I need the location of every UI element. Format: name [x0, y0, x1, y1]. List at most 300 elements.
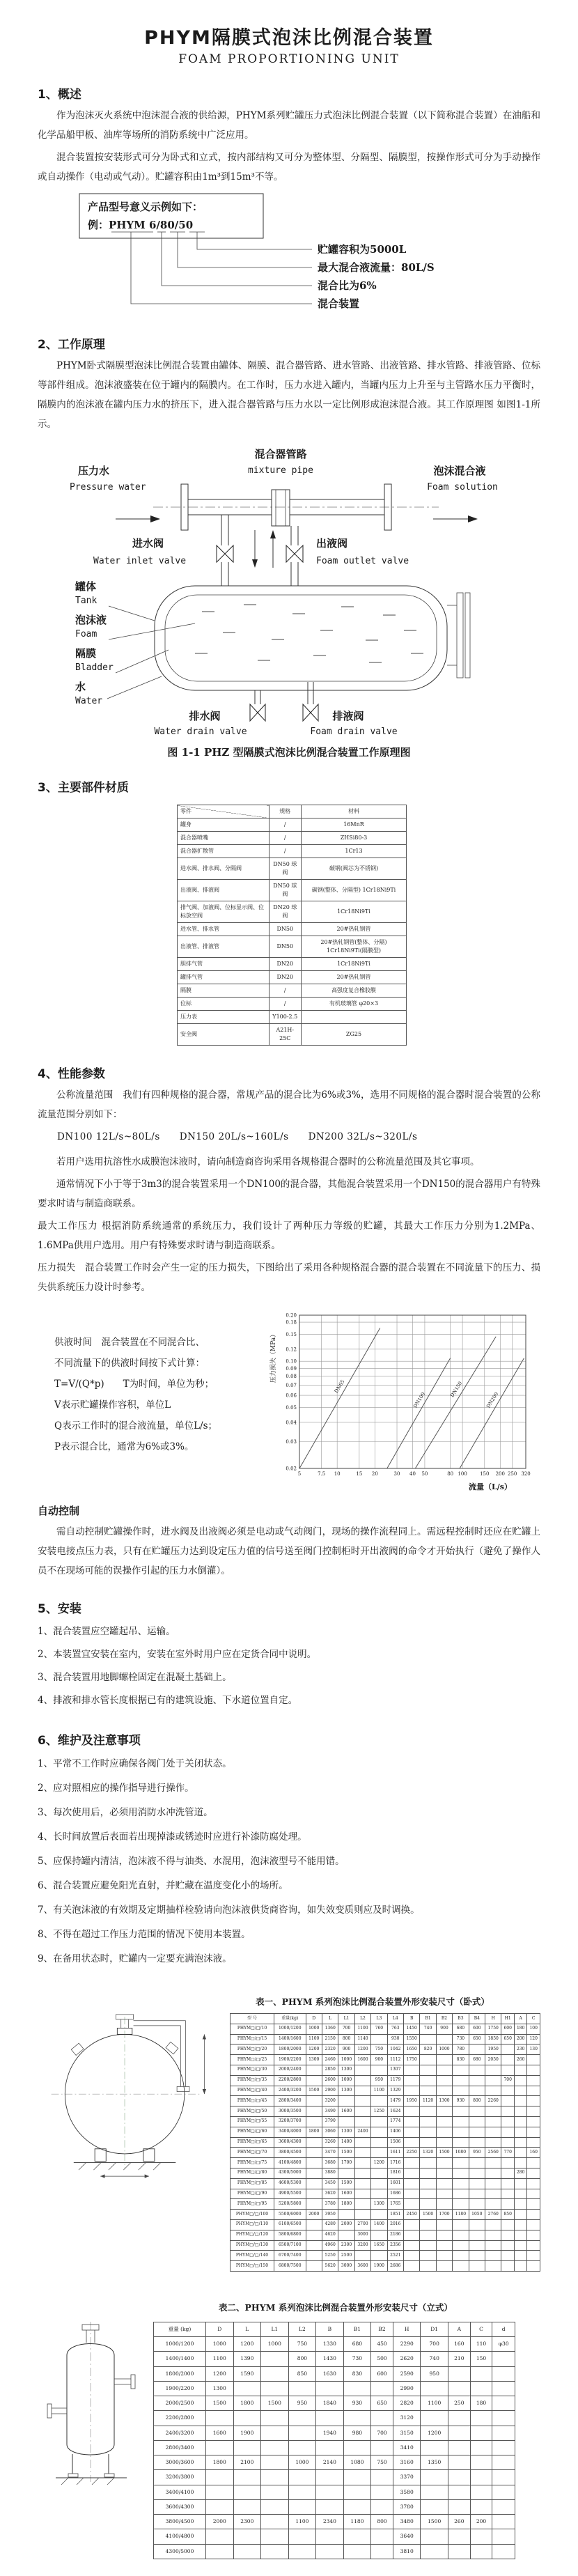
table-cell [485, 2127, 501, 2137]
table-cell [420, 2127, 436, 2137]
table-cell: 1100 [354, 2024, 370, 2034]
table-cell [403, 2065, 419, 2075]
table-cell: 1400 [338, 2137, 354, 2148]
table-cell: 1850 [485, 2034, 501, 2044]
table-row [231, 2230, 540, 2240]
table-cell [261, 2485, 289, 2499]
table-cell: 1600 [338, 2106, 354, 2117]
table-cell: 1430 [316, 2352, 344, 2366]
table-cell: 混合器喷嘴 [178, 832, 270, 845]
table-cell: 1500 [306, 2086, 322, 2096]
table-cell: 763 [387, 2024, 403, 2034]
table-header-row [178, 805, 407, 818]
table-cell [436, 2116, 452, 2127]
s4-flow-range-values: DN100 12L/s~80L/s DN150 20L/s~160L/s DN200 32L/s~320L/s [57, 1131, 418, 1142]
model-label-flow: 最大混合液流量：80L/S [318, 261, 435, 274]
table-cell [501, 2199, 515, 2210]
table-cell: 1100 [306, 2034, 322, 2044]
table-2-caption: 表二、PHYM 系列泡沫比例混合装置外形安装尺寸（立式） [219, 2302, 453, 2313]
table-cell [288, 2411, 316, 2426]
table-cell [233, 2485, 261, 2499]
table-cell: 3600/4300 [274, 2137, 306, 2148]
tank-label-cn: 罐体 [75, 580, 97, 593]
table-cell: / [269, 998, 301, 1011]
table-cell [421, 2499, 448, 2514]
table-cell: 1390 [233, 2352, 261, 2366]
water-inlet-valve-label-cn: 进水阀 [132, 537, 164, 550]
x-tick-label: 10 [334, 1471, 341, 1477]
table-cell [206, 2470, 234, 2485]
table-cell [371, 2230, 387, 2240]
table-cell: 5500/6000 [274, 2210, 306, 2220]
table-cell: 3150 [393, 2426, 421, 2440]
table-cell: 2016 [387, 2219, 403, 2230]
table-cell [527, 2127, 540, 2137]
table-cell: 930 [453, 2096, 469, 2106]
table-cell: 3780 [322, 2199, 338, 2210]
table-cell [403, 2251, 419, 2261]
foundation-hatching [61, 2478, 114, 2485]
x-tick-label: 100 [458, 1471, 467, 1477]
table-cell [527, 2075, 540, 2086]
table-cell: 1624 [387, 2106, 403, 2117]
table-cell: 180 [514, 2024, 527, 2034]
y-tick-label: 0.15 [286, 1331, 297, 1337]
foundation-hatching [79, 2162, 161, 2170]
model-label-unit: 混合装置 [318, 297, 360, 310]
table-cell [501, 2116, 515, 2127]
table-cell [514, 2230, 527, 2240]
table-cell [403, 2127, 419, 2137]
table-cell: 1200 [371, 2158, 387, 2168]
table-cell [354, 2210, 370, 2220]
list-item: 3、每次使用后，必须用消防水冲洗管道。 [38, 1807, 213, 1818]
list-item: P表示混合比，通常为6%或3%。 [54, 1441, 194, 1452]
table-cell: 1750 [485, 2024, 501, 2034]
table-header-row [154, 2322, 515, 2336]
table-row [231, 2178, 540, 2189]
table-cell [233, 2411, 261, 2426]
table-cell [436, 2127, 452, 2137]
table-row [154, 2440, 515, 2455]
table-cell [448, 2485, 470, 2499]
table-row [231, 2075, 540, 2086]
table-cell [469, 2116, 485, 2127]
table-cell [338, 2230, 354, 2240]
table-cell [470, 2529, 492, 2544]
foam-outlet-valve-symbol [286, 545, 295, 562]
mixture-pipe-label-cn: 混合器管路 [254, 448, 307, 460]
table-cell: 1500 [338, 2148, 354, 2158]
table-cell: 1080 [453, 2148, 469, 2158]
list-item: 不同流量下的供液时间按下式计算： [54, 1358, 205, 1369]
table-cell: 110 [470, 2337, 492, 2352]
section-3-heading: 3、主要部件材质 [38, 781, 129, 795]
column-header: A [448, 2322, 470, 2336]
table-cell: 5800/6800 [274, 2230, 306, 2240]
inflow-arrow [150, 515, 160, 522]
table-cell: 2140 [316, 2455, 344, 2470]
table-cell: 930 [387, 2034, 403, 2044]
table-cell [354, 2251, 370, 2261]
table-cell [453, 2137, 469, 2148]
table-row [231, 2034, 540, 2044]
table-cell [453, 2240, 469, 2251]
table-cell [288, 2470, 316, 2485]
table-cell [306, 2065, 322, 2075]
table-cell: 2400 [354, 2127, 370, 2137]
table-cell [485, 2137, 501, 2148]
table-cell: 罐排气管 [178, 971, 270, 984]
table-cell: / [269, 984, 301, 998]
table-cell: 2000 [306, 2210, 322, 2220]
table-cell: 1851 [387, 2210, 403, 2220]
x-tick-label: 5 [297, 1471, 302, 1477]
table-cell [306, 2116, 322, 2127]
series-line-DN200 [460, 1358, 524, 1468]
table-cell: 1774 [387, 2116, 403, 2127]
table-cell: 3200 [354, 2240, 370, 2251]
table-cell: 680 [469, 2055, 485, 2065]
page-subtitle: FOAM PROPORTIONING UNIT [178, 52, 400, 66]
column-header: B [403, 2014, 419, 2024]
table-cell: PHYM□/□/30 [231, 2065, 274, 2075]
column-header: 重量(kg) [274, 2014, 306, 2024]
water-label-cn: 水 [75, 681, 86, 693]
table-cell [492, 2396, 515, 2411]
table-cell: 1200 [206, 2366, 234, 2381]
table-cell: 3600/4300 [154, 2499, 206, 2514]
table-cell: 2000 [338, 2219, 354, 2230]
water-drain-valve-label-cn: 排水阀 [189, 710, 221, 722]
table-cell: 1200 [306, 2044, 322, 2055]
table-row [231, 2199, 540, 2210]
table-cell: 950 [288, 2396, 316, 2411]
table-cell [514, 2137, 527, 2148]
table-cell [354, 2106, 370, 2117]
table-cell: 碳钢(整体、分隔型) 1Cr18Ni9Ti [301, 880, 406, 901]
table-row [178, 845, 407, 858]
table-cell: DN50 [269, 923, 301, 936]
table-cell: 3790 [322, 2116, 338, 2127]
table-cell [436, 2240, 452, 2251]
table-cell [288, 2440, 316, 2455]
table-cell: 2800/3400 [154, 2440, 206, 2455]
table-cell [306, 2158, 322, 2168]
table-cell [288, 2529, 316, 2544]
table-cell: 1500 [261, 2396, 289, 2411]
table-cell: 1590 [233, 2366, 261, 2381]
table-cell: 3800/4500 [154, 2515, 206, 2529]
model-label-volume: 贮罐容积为5000L [318, 243, 407, 256]
table-cell: 1950 [403, 2096, 419, 2106]
model-example-line2: 例：PHYM 6/80/50 [88, 219, 194, 231]
table-cell: 1200 [233, 2337, 261, 2352]
foam-solution-label-cn: 泡沫混合液 [433, 465, 486, 477]
table-cell [371, 2485, 393, 2499]
model-code-diagram [78, 191, 496, 316]
table-row [178, 998, 407, 1011]
table-cell: 1120 [420, 2096, 436, 2106]
table-cell [469, 2261, 485, 2272]
foam-solution-label-en: Foam solution [427, 482, 498, 492]
table-cell [485, 2116, 501, 2127]
table-cell [492, 2352, 515, 2366]
table-cell [492, 2499, 515, 2514]
table-cell: 450 [371, 2337, 393, 2352]
table-cell: Y100-2.5 [269, 1011, 301, 1024]
table-cell: 2590 [393, 2366, 421, 2381]
section-5-heading: 5、安装 [38, 1602, 81, 1616]
table-cell: 600 [371, 2366, 393, 2381]
table-cell: 2521 [387, 2251, 403, 2261]
table-cell: 1000 [338, 2075, 354, 2086]
table-cell: 1330 [316, 2337, 344, 2352]
table-row [178, 858, 407, 880]
table-cell [436, 2178, 452, 2189]
table-row [154, 2529, 515, 2544]
table-cell: 1800 [233, 2396, 261, 2411]
table-cell [371, 2137, 387, 2148]
table-cell [306, 2219, 322, 2230]
figure-1-1-caption: 图 1-1 PHZ 型隔膜式泡沫比例混合装置工作原理图 [167, 746, 411, 759]
table-cell [492, 2426, 515, 2440]
table-row [154, 2366, 515, 2381]
table-cell [485, 2168, 501, 2178]
table-cell: 150 [470, 2352, 492, 2366]
table-cell: 1716 [387, 2158, 403, 2168]
table-cell [453, 2065, 469, 2075]
table-cell [501, 2219, 515, 2230]
table-cell [371, 2210, 387, 2220]
table-cell: 1800 [206, 2455, 234, 2470]
table-cell: 胆排气管 [178, 958, 270, 971]
section-1-heading: 1、概述 [38, 88, 81, 102]
y-axis-title: 压力损失（MPa） [270, 1330, 277, 1383]
table-cell [436, 2189, 452, 2199]
table-cell [436, 2034, 452, 2044]
table-row [178, 971, 407, 984]
table-cell [261, 2470, 289, 2485]
column-header: L [322, 2014, 338, 2024]
table-cell [306, 2189, 322, 2199]
table-cell: 1600 [338, 2189, 354, 2199]
table-cell: 2400/3200 [274, 2086, 306, 2096]
table-cell: 1300 [371, 2199, 387, 2210]
foam-liquid-marks [195, 605, 423, 662]
table-row [231, 2116, 540, 2127]
table-cell [403, 2219, 419, 2230]
table-cell: PHYM□/□/55 [231, 2116, 274, 2127]
table-cell: 760 [371, 2024, 387, 2034]
outflow-arrow [468, 515, 478, 522]
table-cell: 压力表 [178, 1011, 270, 1024]
table-cell: 930 [343, 2396, 371, 2411]
table-cell [527, 2096, 540, 2106]
water-inlet-valve-label-en: Water inlet valve [93, 556, 187, 566]
table-cell [436, 2086, 452, 2096]
table-cell [371, 2034, 387, 2044]
table-cell: 1100 [371, 2086, 387, 2096]
list-item: 4、长时间放置后表面若出现掉漆或锈迹时应进行补漆防腐处理。 [38, 1831, 307, 1842]
table-cell: 2990 [393, 2381, 421, 2396]
table-row [231, 2148, 540, 2158]
table-row [231, 2240, 540, 2251]
table-cell: 1179 [387, 2075, 403, 2086]
foam-drain-valve-label-en: Foam drain valve [310, 727, 398, 737]
auto-control-heading: 自动控制 [38, 1505, 80, 1517]
table-cell [469, 2075, 485, 2086]
page-title: PHYM隔膜式泡沫比例混合装置 [144, 27, 434, 49]
table-cell: PHYM□/□/120 [231, 2230, 274, 2240]
table-cell: 980 [343, 2426, 371, 2440]
table-cell [354, 2148, 370, 2158]
table-cell: 800 [288, 2352, 316, 2366]
table-cell: PHYM□/□/35 [231, 2075, 274, 2086]
table-cell: 700 [338, 2024, 354, 2034]
table-cell [492, 2455, 515, 2470]
table-cell [206, 2499, 234, 2514]
table-cell: 730 [343, 2352, 371, 2366]
table-cell: ZHSi80-3 [301, 832, 406, 845]
table-cell [371, 2148, 387, 2158]
table-row [154, 2544, 515, 2559]
table-cell: ZG25 [301, 1024, 406, 1046]
table-cell: 1180 [343, 2515, 371, 2529]
table-cell: 1500 [421, 2515, 448, 2529]
table-cell: 680 [343, 2337, 371, 2352]
table-cell [261, 2440, 289, 2455]
table-cell [469, 2230, 485, 2240]
table-cell: φ30 [492, 2337, 515, 2352]
table-cell: A21H-25C [269, 1024, 301, 1046]
table-cell [343, 2440, 371, 2455]
table-cell: PHYM□/□/100 [231, 2210, 274, 2220]
table-cell: 1050 [469, 2210, 485, 2220]
table-cell: 1300 [338, 2065, 354, 2075]
table-cell [501, 2189, 515, 2199]
table-cell [453, 2075, 469, 2086]
table-cell [469, 2251, 485, 2261]
table-cell [420, 2168, 436, 2178]
table-cell: PHYM□/□/25 [231, 2055, 274, 2065]
table-cell [501, 2086, 515, 2096]
table-cell [261, 2515, 289, 2529]
column-header: H [393, 2322, 421, 2336]
table-cell [371, 2440, 393, 2455]
table-cell [354, 2189, 370, 2199]
table-cell [403, 2230, 419, 2240]
model-connector-unit [131, 232, 312, 304]
table-cell [436, 2158, 452, 2168]
column-header: L1 [338, 2014, 354, 2024]
table-cell [371, 2544, 393, 2559]
table-cell [420, 2230, 436, 2240]
table-cell: 200 [470, 2515, 492, 2529]
table-cell: 5620 [322, 2261, 338, 2272]
table-cell: / [269, 832, 301, 845]
table-cell [514, 2086, 527, 2096]
column-header: B4 [469, 2014, 485, 2024]
table-cell [470, 2411, 492, 2426]
column-header: L4 [387, 2014, 403, 2024]
column-header: C [470, 2322, 492, 2336]
table-row [154, 2470, 515, 2485]
table-cell [501, 2096, 515, 2106]
table-cell: 1500 [338, 2178, 354, 2189]
table-cell [492, 2366, 515, 2381]
table-cell: 2800/3400 [274, 2096, 306, 2106]
table-cell: 3200 [322, 2096, 338, 2106]
table-cell [306, 2199, 322, 2210]
list-item: 2、应对照相应的操作指导进行操作。 [38, 1783, 194, 1794]
table-cell [420, 2075, 436, 2086]
table-row [178, 880, 407, 901]
table-cell [301, 1011, 406, 1024]
column-header: L1 [261, 2322, 289, 2336]
table-cell [420, 2219, 436, 2230]
table-cell: 2100 [233, 2455, 261, 2470]
table-cell: 20#热轧钢管 [301, 971, 406, 984]
table-row [231, 2024, 540, 2034]
table-cell [306, 2251, 322, 2261]
table-cell [371, 2470, 393, 2485]
pressure-water-label-cn: 压力水 [78, 465, 110, 477]
section-1-paragraph-1: 作为泡沫灭火系统中泡沫混合液的供给源，PHYM系列贮罐压力式泡沫比例混合装置（以下简称混合装置）在油船和化学品船甲板、油库等场所的消防系统中广泛应用。 [38, 110, 540, 141]
vertical-tank-drawing [38, 2319, 148, 2486]
table-cell: 1611 [387, 2148, 403, 2158]
table-cell: 3000/3500 [274, 2106, 306, 2117]
table-cell [233, 2381, 261, 2396]
table-cell: 1350 [421, 2455, 448, 2470]
table-cell [206, 2544, 234, 2559]
table-cell: 4300/5000 [154, 2544, 206, 2559]
table-row [154, 2499, 515, 2514]
table-cell [469, 2065, 485, 2075]
table-cell [306, 2106, 322, 2117]
table-row [231, 2086, 540, 2096]
table-cell [514, 2148, 527, 2158]
table-cell: 1000/1200 [274, 2024, 306, 2034]
table-cell [453, 2230, 469, 2240]
table-cell [470, 2381, 492, 2396]
table-cell [448, 2366, 470, 2381]
section-2-paragraph: PHYM卧式隔膜型泡沫比例混合装置由罐体、隔膜、混合器管路、进水管路、出液管路、排水管路、排液管路、位标等部件组成。泡沫液盛装在位于罐内的隔膜内。在工作时，压力水进入罐内，当罐内压力上升至与主管路水压力平衡时，隔膜内的泡沫液在罐内压力水的挤压下，进入混合器管路与压力水以一定比例形成泡沫混合液。其工作原理图 如图1-1所示。 [38, 360, 540, 430]
table-row [178, 923, 407, 936]
table-cell [501, 2158, 515, 2168]
bladder-leader-line [116, 650, 169, 673]
table-cell [485, 2219, 501, 2230]
table-cell [403, 2261, 419, 2272]
column-header: B2 [371, 2322, 393, 2336]
table-cell: 2850 [322, 2065, 338, 2075]
table-cell: 有机玻璃管 φ20×3 [301, 998, 406, 1011]
table-cell: 650 [501, 2034, 515, 2044]
table-row [178, 1024, 407, 1046]
table-cell: 500 [371, 2352, 393, 2366]
table-cell [371, 2178, 387, 2189]
bladder-label-cn: 隔膜 [75, 647, 97, 660]
table-cell: PHYM□/□/85 [231, 2178, 274, 2189]
horizontal-unit-section [38, 2013, 540, 2272]
table-cell: 1550 [403, 2034, 419, 2044]
table-cell [514, 2178, 527, 2189]
table-cell [453, 2086, 469, 2096]
table-cell: DN50 球阀 [269, 858, 301, 880]
table-cell: 3060 [322, 2127, 338, 2137]
table-cell: 2300 [233, 2515, 261, 2529]
table-cell [338, 2168, 354, 2178]
